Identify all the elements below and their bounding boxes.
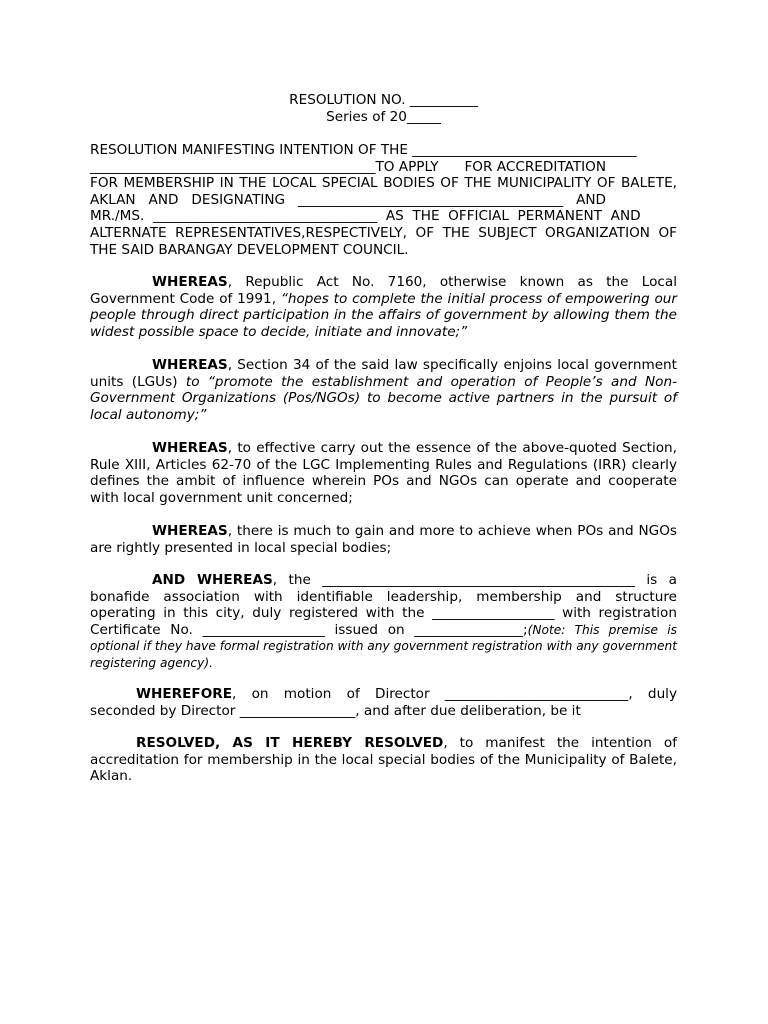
- paragraph-text: , Republic Act No. 7160, otherwise known as the Local Government Code of 1991,: [90, 274, 677, 307]
- whereas-keyword: WHEREAS: [152, 274, 228, 290]
- paragraph-text: , to manifest the intention of accreditation for membership in the local special bodies of the Municipality of Balete, Aklan.: [90, 735, 677, 785]
- series-year: Series of 20_____: [326, 108, 441, 125]
- and-whereas-keyword: AND WHEREAS: [152, 572, 273, 588]
- whereas-keyword: WHEREAS: [152, 523, 228, 539]
- title-line-5: MR./MS. _________________________________ AS THE OFFICIAL PERMANENT AND: [90, 208, 641, 225]
- whereas-paragraph-2: [90, 357, 677, 423]
- registration-note: (Note: This premise is optional if they have formal registration with any government registration with any government registering agency).: [90, 622, 677, 670]
- resolved-paragraph: [90, 735, 677, 785]
- title-line-1: RESOLUTION MANIFESTING INTENTION OF THE _________________________________: [90, 142, 637, 158]
- whereas-paragraph-1: [90, 274, 677, 340]
- whereas-keyword: WHEREAS: [152, 440, 228, 456]
- paragraph-quote: to “promote the establishment and operation of People’s and Non-Government Organizations (Pos/NGOs) to become active partners in the pursuit of local autonomy;”: [90, 373, 677, 423]
- resolution-header: [90, 92, 677, 125]
- paragraph-text: , to effective carry out the essence of the above-quoted Section, Rule XIII, Articles 62-70 of the LGC Implementing Rules and Regulations (IRR) clearly defines the ambit of influence wherein POs and NGOs can operate and cooperate with local government unit concerned;: [90, 440, 677, 506]
- wherefore-keyword: WHEREFORE: [136, 686, 233, 702]
- whereas-keyword: WHEREAS: [152, 357, 228, 373]
- title-line-4: AKLAN AND DESIGNATING _______________________________________ AND: [90, 191, 607, 208]
- title-line-7: THE SAID BARANGAY DEVELOPMENT COUNCIL.: [90, 241, 409, 258]
- title-line-2: __________________________________________TO APPLY FOR ACCREDITATION: [90, 158, 606, 175]
- paragraph-quote: “hopes to complete the initial process of empowering our people through direct participation in the affairs of government by allowing them the widest possible space to decide, initiate and innovate;”: [90, 290, 677, 340]
- resolved-keyword: RESOLVED, AS IT HEREBY RESOLVED: [136, 735, 444, 751]
- paragraph-text: , there is much to gain and more to achieve when POs and NGOs are rightly presented in local special bodies;: [90, 523, 677, 556]
- wherefore-paragraph: [90, 686, 677, 719]
- resolution-number: RESOLUTION NO. __________: [289, 92, 478, 108]
- paragraph-text: , the ______________________________________________ is a bonafide association with identifiable leadership, membership and structure operating in this city, duly registered with the __________________ with registration Certificate No. __________________ issued on ________________;: [90, 572, 678, 638]
- paragraph-text: , Section 34 of the said law specifically enjoins local government units (LGUs): [90, 357, 677, 390]
- title-line-3: FOR MEMBERSHIP IN THE LOCAL SPECIAL BODIES OF THE MUNICIPALITY OF BALETE,: [90, 175, 677, 192]
- resolution-title: [90, 142, 677, 258]
- paragraph-text: , on motion of Director ___________________________, duly seconded by Director _________________, and after due deliberation, be it: [90, 686, 677, 719]
- whereas-paragraph-3: [90, 440, 677, 506]
- title-line-6: ALTERNATE REPRESENTATIVES,RESPECTIVELY, OF THE SUBJECT ORGANIZATION OF: [90, 224, 677, 241]
- whereas-paragraph-4: [90, 523, 677, 556]
- and-whereas-paragraph: [90, 572, 677, 672]
